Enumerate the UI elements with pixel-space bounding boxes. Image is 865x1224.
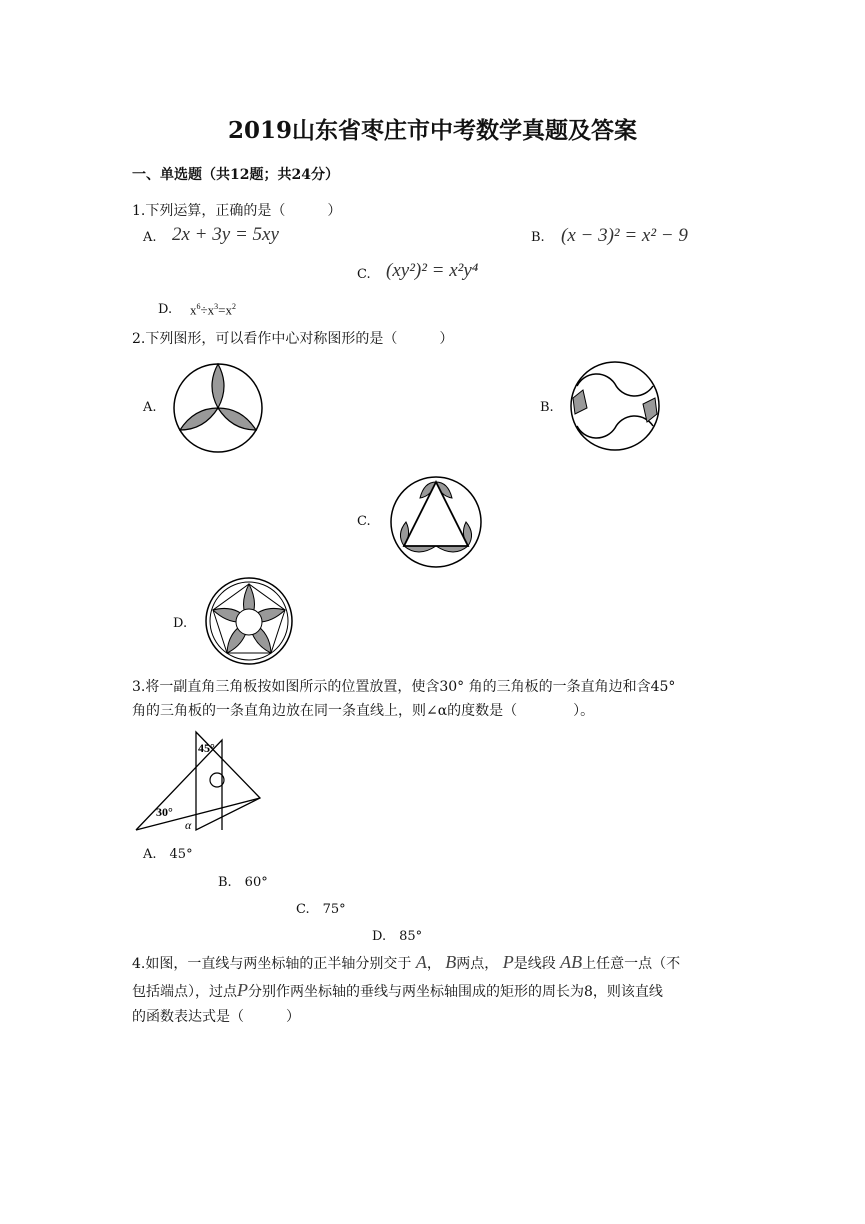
page-title: 2019山东省枣庄市中考数学真题及答案 (227, 117, 637, 144)
q3-option-a: A. 45° (143, 847, 193, 862)
q3-figure-alpha-label: α (185, 818, 192, 832)
q2-stem: 2.下列图形，可以看作中心对称图形的是（ ） (132, 331, 454, 347)
q1-option-b-expr: (x − 3)² = x² − 9 (561, 225, 688, 246)
q3-stem-line-2: 角的三角板的一条直角边放在同一条直线上，则∠α的度数是（ ）。 (132, 703, 595, 719)
q1-option-c-expr: (xy²)² = x²y⁴ (386, 260, 479, 281)
q2-figure-a (170, 360, 266, 456)
q3-figure-30-label: 30° (156, 805, 173, 819)
q1-stem: 1.下列运算，正确的是（ ） (132, 203, 342, 219)
q1-option-a-expr: 2x + 3y = 5xy (172, 224, 279, 245)
q1-option-a-label: A. (143, 230, 157, 245)
q4-stem-line-3: 的函数表达式是（ ） (132, 1009, 300, 1025)
q3-figure-triangles (132, 730, 266, 834)
q1-option-d-expr: $x^6\div x^3=x^2$ (190, 302, 236, 318)
q1-option-d-label: D. (158, 302, 173, 317)
q4-stem-line-2: 包括端点），过点P分别作两坐标轴的垂线与两坐标轴围成的矩形的周长为8，则该直线 (132, 980, 663, 1000)
q2-option-d-label: D. (173, 616, 188, 631)
q2-figure-b (569, 360, 661, 452)
q4-point-b: B (445, 952, 457, 972)
q4-point-p: P (502, 952, 514, 972)
q1-option-c-label: C. (357, 267, 371, 282)
q2-option-a-label: A. (143, 400, 157, 415)
q2-option-b-label: B. (540, 400, 554, 415)
q2-figure-c (388, 474, 484, 570)
q4-segment-ab: AB (560, 952, 583, 972)
q3-option-d: D. 85° (372, 929, 423, 944)
q3-stem-line-1: 3.将一副直角三角板按如图所示的位置放置，使含30° 角的三角板的一条直角边和含45° (132, 679, 676, 695)
section-heading: 一、单选题（共12题；共24分） (132, 167, 339, 183)
q3-figure-45-label: 45° (198, 741, 215, 755)
q4-point-p-2: P (237, 980, 248, 1000)
q3-option-c: C. 75° (296, 902, 346, 917)
q1-option-b-label: B. (531, 230, 545, 245)
q4-point-a: A (415, 952, 427, 972)
q4-stem-line-1: 4.如图，一直线与两坐标轴的正半轴分别交于 A， B两点， P是线段 AB上任意一点（不 (132, 952, 681, 972)
q2-figure-d (204, 576, 294, 666)
q3-option-b: B. 60° (218, 875, 268, 890)
q2-option-c-label: C. (357, 514, 371, 529)
